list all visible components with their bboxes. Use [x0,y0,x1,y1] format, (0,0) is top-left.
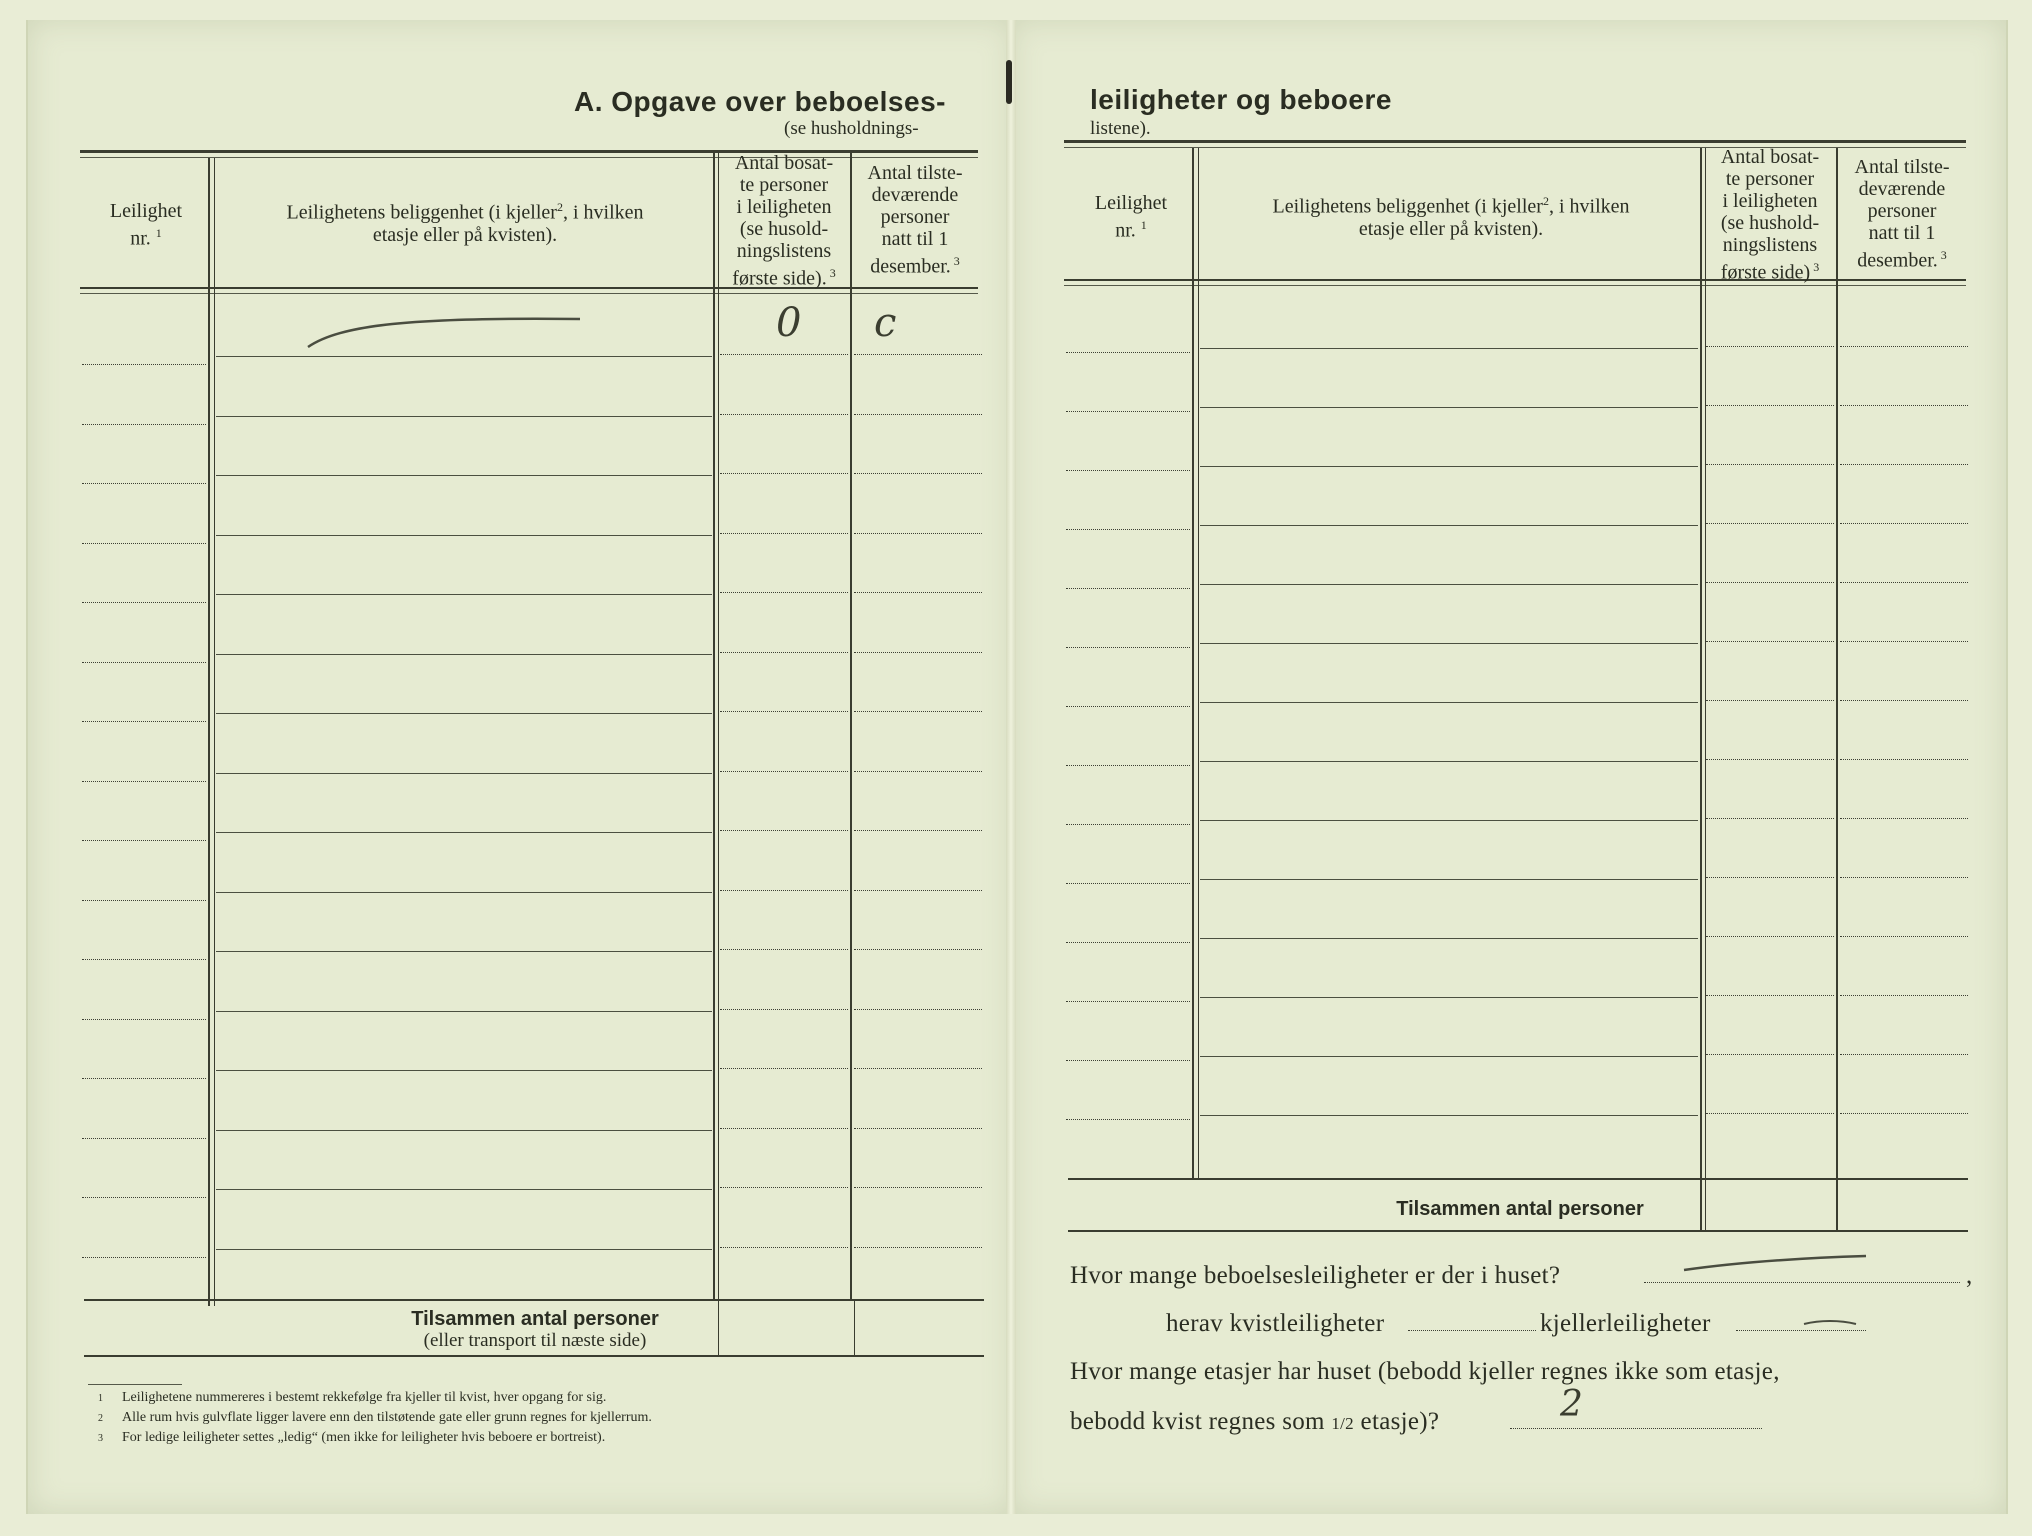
left-total-label: Tilsammen antal personer [411,1308,659,1330]
right-hdr-present-line: personer [1867,200,1937,222]
row-line [1706,464,1834,465]
row-line [1840,346,1968,347]
row-line [720,1128,848,1129]
question-floors-cont: bebodd kvist regnes som 1/2 etasje)? [1070,1408,1440,1435]
row-line [1840,759,1968,760]
left-col-line-2b [718,152,719,1300]
row-line [1066,352,1190,353]
row-line [720,711,848,712]
right-total-label: Tilsammen antal personer [1396,1198,1644,1220]
row-line [854,1187,982,1188]
row-line [854,592,982,593]
row-line [82,1078,206,1079]
row-line [82,424,206,425]
left-col-line-2 [713,152,715,1300]
row-line [720,1247,848,1248]
right-hdr-location: Leilighetens beliggenhet (i kjeller$^2$, i hvilken etasje eller på kvisten). [1272,194,1630,240]
row-line [854,1009,982,1010]
left-hdr-present-line: deværende [871,184,959,206]
right-hdr-resident-line: i leiligheten [1722,190,1818,212]
row-line [854,652,982,653]
left-col-line-3 [850,152,852,1300]
row-line [82,781,206,782]
answer-line-attic [1408,1330,1536,1331]
row-line [1200,997,1698,998]
row-line [1066,883,1190,884]
row-line [1706,1113,1834,1114]
row-line [216,892,712,893]
row-line [82,662,206,663]
row-line [1706,346,1834,347]
left-title: A. Opgave over beboelses- [574,86,946,117]
row-line [1066,529,1190,530]
row-line [216,713,712,714]
row-line [1706,877,1834,878]
row-line [216,1189,712,1190]
row-line [1840,464,1968,465]
left-hdr-resident-line: (se husold- [739,218,829,240]
row-line [216,416,712,417]
row-line [1066,470,1190,471]
row-line [82,1257,206,1258]
right-hdr-nr: Leilighet nr. $^1$ [1094,192,1168,242]
row-line [720,1187,848,1188]
handwritten-floors-answer: 2 [1560,1384,1583,1425]
right-hdr-present [1838,156,1966,272]
row-line [720,592,848,593]
row-line [720,354,848,355]
left-hdr-resident-line: te personer [739,174,829,196]
row-line [1840,995,1968,996]
row-line [216,594,712,595]
left-hdr-present [852,162,978,278]
left-hdr-present-line: desember. $^3$ [870,254,960,278]
row-line [720,414,848,415]
question-apartments-comma: , [1966,1262,1973,1289]
right-col-line-2b [1705,148,1706,1230]
right-hdr-resident-line: (se hushold- [1720,212,1820,234]
row-line [1706,759,1834,760]
question-basement: kjellerleiligheter [1540,1310,1711,1337]
row-line [1200,938,1698,939]
row-line [216,535,712,536]
row-line [720,949,848,950]
row-line [216,1249,712,1250]
row-line [82,1138,206,1139]
row-line [216,951,712,952]
row-line [854,533,982,534]
row-line [1706,818,1834,819]
row-line [1066,765,1190,766]
left-total-col-1 [718,1300,719,1356]
row-line [854,830,982,831]
row-line [1200,820,1698,821]
row-line [1066,942,1190,943]
row-line [82,543,206,544]
right-col-line-1 [1192,148,1194,1180]
answer-line-apartments [1644,1282,1960,1283]
row-line [1840,1054,1968,1055]
left-subtitle: (se husholdnings- [784,118,919,139]
right-total-bottom-rule [1068,1230,1968,1232]
half-fraction: 1/2 [1331,1414,1354,1433]
row-line [216,1130,712,1131]
row-line [1200,702,1698,703]
row-line [1706,700,1834,701]
left-total-bottom-rule [84,1355,984,1357]
row-line [854,949,982,950]
row-line [1840,700,1968,701]
right-hdr-present-line: natt til 1 [1868,222,1936,244]
page-fold [1006,20,1016,1514]
right-col-line-2 [1700,148,1702,1230]
row-line [720,830,848,831]
row-line [854,473,982,474]
left-total-top-rule [84,1299,984,1301]
row-line [720,1009,848,1010]
row-line [1706,641,1834,642]
row-line [82,840,206,841]
row-line [1840,818,1968,819]
right-col-line-3 [1836,148,1838,1230]
row-line [1706,582,1834,583]
question-attic: herav kvistleiligheter [1166,1310,1385,1337]
row-line [720,771,848,772]
right-hdr-resident-line: Antal bosat- [1720,146,1820,168]
row-line [854,1128,982,1129]
row-line [1840,877,1968,878]
row-line [216,654,712,655]
row-line [1066,824,1190,825]
row-line [1200,1056,1698,1057]
row-line [854,711,982,712]
handwritten-c: c [874,300,897,346]
handwritten-dash-1 [1680,1248,1870,1278]
row-line [854,771,982,772]
row-line [82,1019,206,1020]
right-header-bottom-rule-thin [1064,285,1966,286]
row-line [1066,411,1190,412]
left-hdr-location: Leilighetens beliggenhet (i kjeller$^2$, i hvilken etasje eller på kvisten). [286,200,644,246]
left-hdr-present-line: Antal tilste- [867,162,963,184]
row-line [216,356,712,357]
binding-mark [1006,60,1012,104]
right-hdr-present-line: deværende [1858,178,1946,200]
row-line [1200,761,1698,762]
row-line [82,959,206,960]
right-col-line-1b [1198,148,1199,1180]
left-hdr-present-line: personer [880,206,950,228]
left-hdr-nr: Leilighet nr. $^1$ [109,200,183,250]
row-line [1840,582,1968,583]
row-line [216,475,712,476]
row-line [82,602,206,603]
row-line [216,1070,712,1071]
right-title: leiligheter og beboere [1090,84,1392,115]
row-line [854,1247,982,1248]
left-col-line-1 [208,158,210,1306]
right-header-top-rule [1064,140,1966,143]
row-line [82,1197,206,1198]
right-subtitle: listene). [1090,118,1151,139]
row-line [1200,348,1698,349]
row-line [720,652,848,653]
right-hdr-resident-line: ningslistens [1722,234,1818,256]
row-line [1066,1119,1190,1120]
handwritten-stroke [300,305,590,355]
row-line [1200,407,1698,408]
right-hdr-resident-line: første side) $^3$ [1720,260,1820,284]
row-line [1840,936,1968,937]
handwritten-zero: 0 [776,300,802,346]
row-line [1200,584,1698,585]
left-total-sub: (eller transport til næste side) [423,1330,647,1351]
footnote-1: 1 Leilighetene nummereres i bestemt rekkefølge fra kjeller til kvist, hver opgang for sig. [98,1390,607,1405]
row-line [82,900,206,901]
row-line [82,483,206,484]
footnote-rule [88,1384,182,1385]
question-apartments: Hvor mange beboelsesleiligheter er der i huset? [1070,1262,1561,1289]
footnote-2: 2 Alle rum hvis gulvflate ligger lavere enn den tilstøtende gate eller grunn regnes for kjellerrum. [98,1410,652,1425]
row-line [1706,1054,1834,1055]
row-line [720,533,848,534]
left-hdr-present-line: natt til 1 [881,228,949,250]
row-line [1706,936,1834,937]
row-line [1840,405,1968,406]
right-total-top-rule [1068,1178,1968,1180]
row-line [1840,1113,1968,1114]
right-hdr-resident-line: te personer [1725,168,1815,190]
left-hdr-resident-line: første side). $^3$ [732,266,836,290]
row-line [720,1068,848,1069]
row-line [1200,466,1698,467]
row-line [1066,706,1190,707]
row-line [1706,995,1834,996]
row-line [1840,523,1968,524]
row-line [854,890,982,891]
left-hdr-resident [718,152,850,290]
row-line [854,354,982,355]
row-line [1706,405,1834,406]
row-line [854,414,982,415]
row-line [720,473,848,474]
row-line [1066,1001,1190,1002]
row-line [1066,1060,1190,1061]
right-hdr-present-line: Antal tilste- [1854,156,1950,178]
row-line [1066,588,1190,589]
row-line [1840,641,1968,642]
footnote-3: 3 For ledige leiligheter settes „ledig“ (men ikke for leiligheter hvis beboere er bortreist). [98,1430,606,1445]
question-floors: Hvor mange etasjer har huset (bebodd kjeller regnes ikke som etasje, [1070,1358,1780,1385]
left-col-line-1b [214,158,215,1306]
row-line [1200,525,1698,526]
row-line [720,890,848,891]
row-line [1200,879,1698,880]
left-hdr-resident-line: Antal bosat- [734,152,834,174]
row-line [82,364,206,365]
right-hdr-present-line: desember. $^3$ [1857,248,1947,272]
row-line [216,1011,712,1012]
row-line [1200,1115,1698,1116]
answer-line-floors [1510,1428,1762,1429]
row-line [1200,643,1698,644]
row-line [854,1068,982,1069]
left-hdr-resident-line: ningslistens [736,240,832,262]
right-hdr-resident [1704,146,1836,284]
left-hdr-resident-line: i leiligheten [736,196,832,218]
handwritten-dash-2 [1800,1312,1860,1332]
row-line [216,773,712,774]
row-line [82,721,206,722]
row-line [216,832,712,833]
row-line [1706,523,1834,524]
left-total-col-2 [854,1300,855,1356]
row-line [1066,647,1190,648]
